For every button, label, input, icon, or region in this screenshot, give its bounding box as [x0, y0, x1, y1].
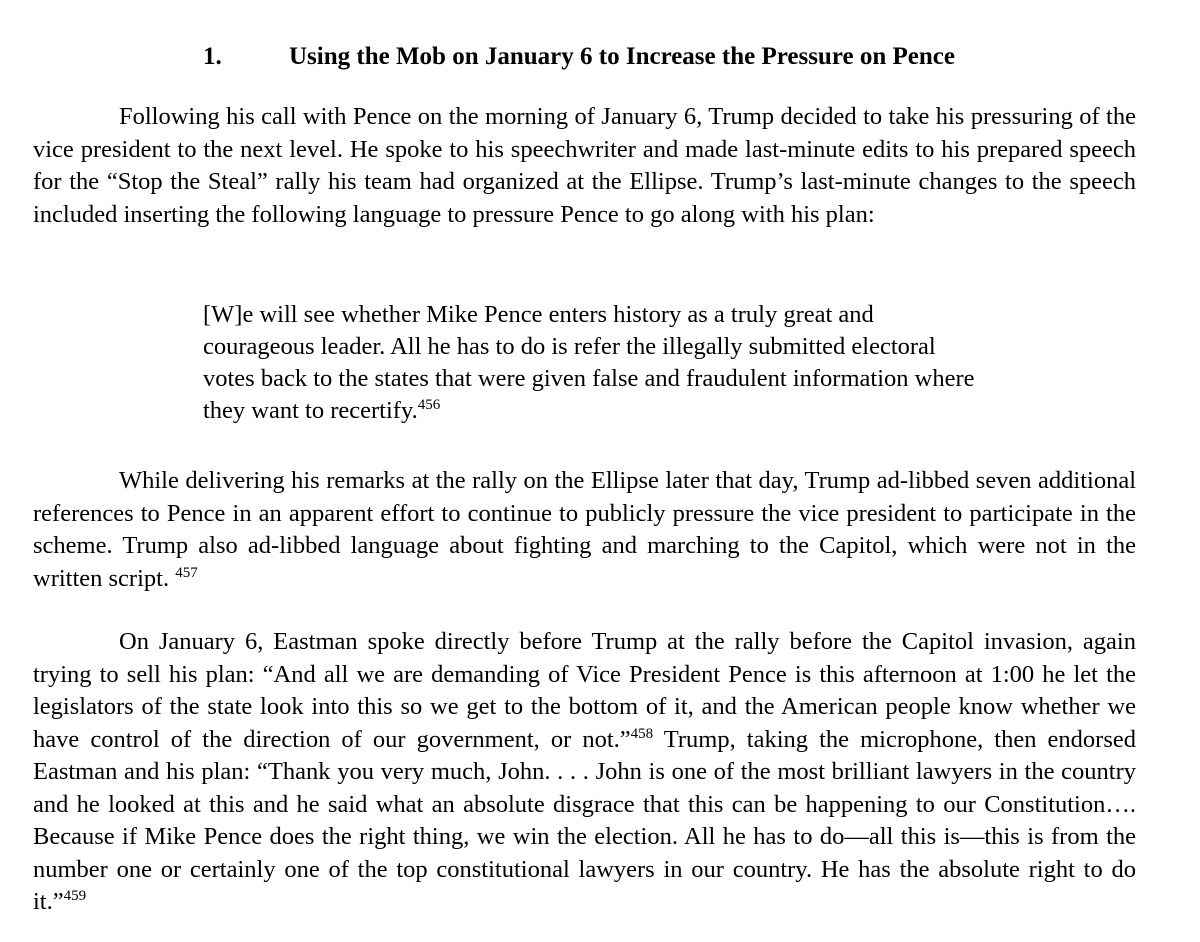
section-heading	[203, 40, 955, 74]
paragraph-3-text-part2: Trump, taking the microphone, then endorsed Eastman and his plan: “Thank you very much, John. . . . John is one of the most brilliant lawyers in the country and he looked at this and he said what an absolute disgrace that this can be happening to our Constitution…. Because if Mike Pence does the right thing, we win the election. All he has to do—all this is—this is from the number one or certainly one of the top constitutional lawyers in our country. He has the absolute right to do it.”	[33, 725, 1136, 915]
block-quote-text: [W]e will see whether Mike Pence enters history as a truly great and courageous leader. All he has to do is refer the illegally submitted electoral votes back to the states that were given false and fraudulent information where they want to recertify.	[203, 301, 975, 424]
paragraph-1-text: Following his call with Pence on the morning of January 6, Trump decided to take his pressuring of the vice president to the next level. He spoke to his speechwriter and made last-minute edits to his prepared speech for the “Stop the Steal” rally his team had organized at the Ellipse. Trump’s last-minute changes to the speech included inserting the following language to pressure Pence to go along with his plan:	[33, 103, 1136, 228]
footnote-459: 459	[63, 887, 87, 904]
paragraph-2	[33, 465, 1136, 595]
block-quote	[203, 299, 983, 427]
footnote-458: 458	[630, 725, 654, 742]
paragraph-1	[33, 101, 1136, 231]
paragraph-2-text: While delivering his remarks at the rally on the Ellipse later that day, Trump ad-libbed seven additional references to Pence in an apparent effort to continue to publicly pressure the vice president to participate in the scheme. Trump also ad-libbed language about fighting and marching to the Capitol, which were not in the written script.	[33, 467, 1136, 592]
section-title: Using the Mob on January 6 to Increase the Pressure on Pence	[289, 43, 955, 70]
paragraph-3-text-part1: On January 6, Eastman spoke directly before Trump at the rally before the Capitol invasion, again trying to sell his plan: “And all we are demanding of Vice President Pence is this afternoon at 1:00 he let the legislators of the state look into this so we get to the bottom of it, and the American people know whether we have control of the direction of our government, or not.”	[33, 628, 1136, 753]
section-number: 1.	[203, 43, 222, 70]
footnote-456: 456	[417, 396, 441, 413]
footnote-457: 457	[175, 564, 198, 581]
paragraph-3	[33, 626, 1136, 919]
